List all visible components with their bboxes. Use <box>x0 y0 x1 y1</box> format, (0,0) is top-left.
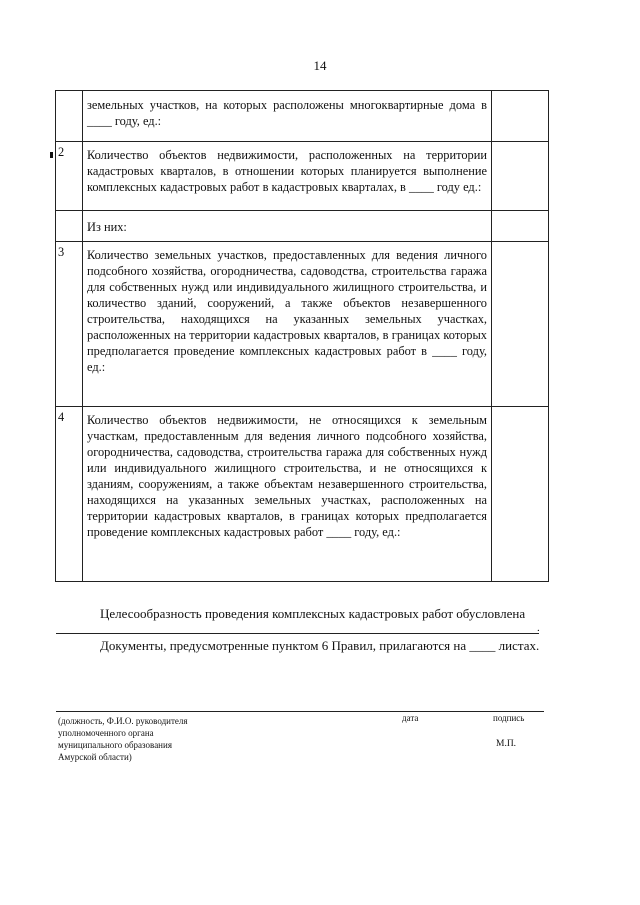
row-text: Количество объектов недвижимости, не относящихся к земельным участкам, предоставленным для ведения личного подсобного хозяйства, огородничества, садоводства, строительства гаража для собственных нужд или индивидуального жилищного строительства, и не относящихся к зданиям, сооружениям, а также объектам незавершенного строительства, находящихся на указанных земельных участках, расположенных на территории кадастровых кварталов, в границах которых предполагается проведение комплексных кадастровых работ ____ году, ед.: <box>87 413 487 539</box>
row-number <box>56 211 83 242</box>
position-label-line: уполномоченного органа <box>58 728 154 738</box>
row-text: Из них: <box>87 220 127 234</box>
position-label-line: (должность, Ф.И.О. руководителя <box>58 716 188 726</box>
row-number: 3 <box>56 242 83 407</box>
value-cell[interactable] <box>492 407 549 582</box>
row-number: 4 <box>56 407 83 582</box>
documents-statement: Документы, предусмотренные пунктом 6 Правил, прилагаются на ____ листах. <box>100 638 540 653</box>
table-row <box>56 211 549 242</box>
page-number: 14 <box>313 58 327 73</box>
margin-mark <box>50 152 53 158</box>
position-label <box>58 715 188 763</box>
row-text: Количество объектов недвижимости, расположенных на территории кадастровых кварталов, в отношении которых планируется выполнение комплексных кадастровых работ в кадастровых кварталах, в ____ году ед.: <box>87 148 487 194</box>
signature-label: подпись <box>493 713 525 723</box>
signature-line <box>56 711 544 712</box>
table-row <box>56 142 549 211</box>
table-row <box>56 407 549 582</box>
table-row <box>56 91 549 142</box>
form-table <box>55 90 549 582</box>
value-cell[interactable] <box>492 142 549 211</box>
expediency-statement: Целесообразность проведения комплексных кадастровых работ обусловлена <box>100 606 526 621</box>
value-cell[interactable] <box>492 91 549 142</box>
row-text: Количество земельных участков, предоставленных для ведения личного подсобного хозяйства, огородничества, садоводства, строительства гаража для собственных нужд или индивидуального жилищного строительства, и количество зданий, сооружений, а также объектов незавершенного строительства, находящихся на указанных земельных участках, расположенных на территории кадастровых кварталов, в границах которых предполагается проведение комплексных кадастровых работ в ____ году, ед.: <box>87 248 487 374</box>
stamp-label: М.П. <box>496 739 517 749</box>
expediency-fill-line[interactable] <box>56 633 539 634</box>
value-cell[interactable] <box>492 211 549 242</box>
row-number: 2 <box>56 142 83 211</box>
date-label: дата <box>402 713 419 723</box>
expediency-end-mark: . <box>537 622 540 634</box>
value-cell[interactable] <box>492 242 549 407</box>
table-row <box>56 242 549 407</box>
position-label-line: муниципального образования <box>58 740 172 750</box>
row-number <box>56 91 83 142</box>
row-text: земельных участков, на которых расположены многоквартирные дома в ____ году, ед.: <box>87 98 487 128</box>
position-label-line: Амурской области) <box>58 752 132 762</box>
